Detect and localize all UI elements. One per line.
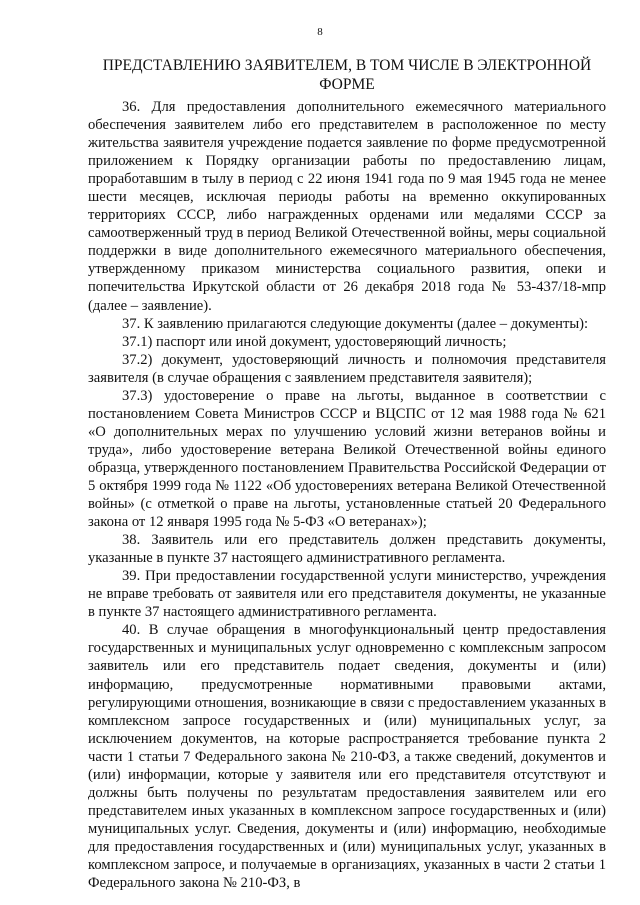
page-number: 8 [317, 26, 323, 38]
paragraph-36: 36. Для предоставления дополнительного ежемесячного материального обеспечения заявителем либо его представителем в расположенное по месту жительства заявителя учреждение подается заявление по форме предусмотренной приложением к Порядку организации работы по предоставлению лицам, проработавшим в тылу в период с 22 июня 1941 года по 9 мая 1945 года не менее шести месяцев, исключая периоды работы на временно оккупированных территориях СССР, либо награжденных орденами или медалями СССР за самоотверженный труд в период Великой Отечественной войны, меры социальной поддержки в виде дополнительного ежемесячного материального обеспечения, утвержденному приказом министерства социального развития, опеки и попечительства Иркутской области от 26 декабря 2018 года № 53-437/18-мпр (далее – заявление). [88, 99, 606, 314]
paragraph-37-3: 37.3) удостоверение о праве на льготы, выданное в соответствии с постановлением Совета Министров СССР и ВЦСПС от 12 мая 1988 года № 621 «О дополнительных мерах по улучшению условий жизни ветеранов войны и труда», либо удостоверение ветерана Великой Отечественной войны единого образца, утвержденного постановлением Правительства Российской Федерации от 5 октября 1999 года № 1122 «Об удостоверениях ветерана Великой Отечественной войны» (с отметкой о праве на льготы, установленные статьей 20 Федерального закона от 12 января 1995 года № 5-ФЗ «О ветеранах»); [88, 387, 606, 531]
paragraph-37-1: 37.1) паспорт или иной документ, удостоверяющий личность; [122, 333, 507, 350]
document-body [88, 98, 606, 892]
paragraph-39: 39. При предоставлении государственной услуги министерство, учреждения не вправе требовать от заявителя или его представителя документы, не указанные в пункте 37 настоящего административного регламента. [88, 568, 606, 621]
paragraph-38: 38. Заявитель или его представитель должен представить документы, указанные в пункте 37 настоящего административного регламента. [88, 532, 606, 567]
paragraph-40: 40. В случае обращения в многофункциональный центр предоставления государственных и муниципальных услуг одновременно с комплексным запросом заявитель или его представитель подает сведения, документы и (или) информацию, предусмотренные нормативными правовыми актами, регулирующими отношения, возникающие в связи с предоставлением указанных в комплексном запросе государственных и (или) муниципальных услуг, за исключением документов, на которые распространяется требование пункта 2 части 1 статьи 7 Федерального закона № 210-ФЗ, а также сведений, документов и (или) информации, которые у заявителя или его представителя отсутствуют и должны быть получены по результатам предоставления заявителем или его представителем иных указанных в комплексном запросе государственных и (или) муниципальных услуг. Сведения, документы и (или) информацию, необходимые для предоставления государственных и (или) муниципальных услуг, указанных в комплексном запросе, и получаемые в организациях, указанных в части 2 статьи 1 Федерального закона № 210-ФЗ, в [88, 622, 606, 892]
paragraph-37: 37. К заявлению прилагаются следующие документы (далее – документы): [122, 315, 589, 332]
paragraph-37-2: 37.2) документ, удостоверяющий личность и полномочия представителя заявителя (в случае обращения с заявлением представителя заявителя); [88, 351, 606, 386]
section-heading: ПРЕДСТАВЛЕНИЮ ЗАЯВИТЕЛЕМ, В ТОМ ЧИСЛЕ В ЭЛЕКТРОННОЙ ФОРМЕ [102, 57, 592, 93]
